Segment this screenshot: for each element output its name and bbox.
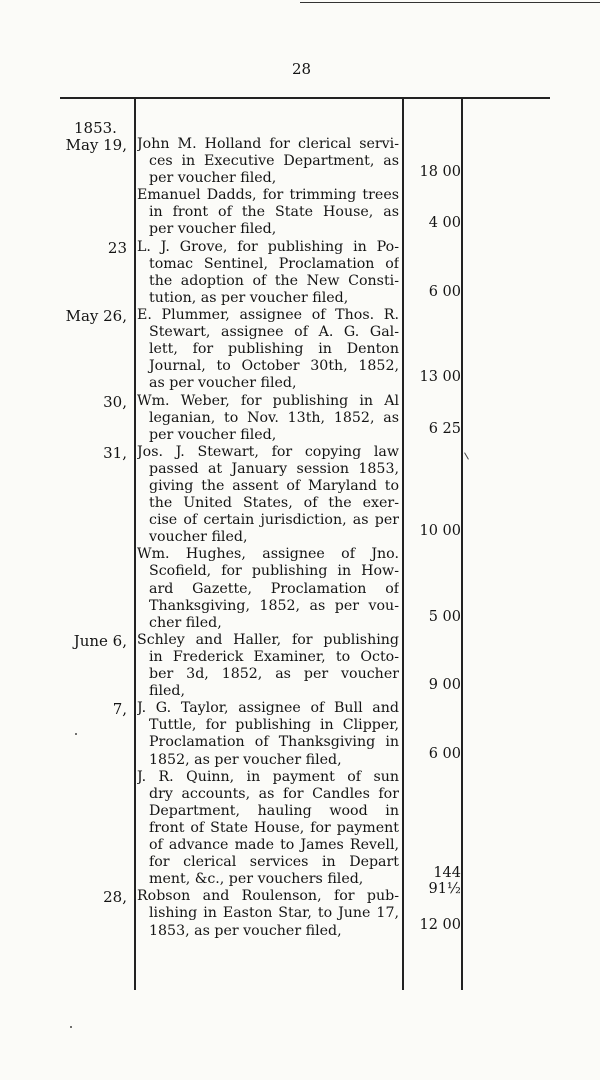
entry-amount: 144 91½ [428, 865, 461, 898]
entry-line: E. Plummer, assignee of Thos. R. [137, 307, 399, 323]
entry-line: Scofield, for publishing in How- [149, 563, 399, 580]
speck-mark [75, 733, 77, 735]
entry-description [137, 393, 399, 444]
column-rule-amount [461, 98, 463, 990]
entry-line: per voucher filed, [149, 170, 277, 187]
entry-line: tution, as per voucher filed, [149, 289, 349, 306]
column-rule-date [134, 98, 136, 990]
entry-line: passed at January session 1853, [149, 460, 399, 477]
entry-amount: 6 00 [428, 745, 461, 762]
entry-line: in Frederick Examiner, to Octo- [149, 648, 399, 665]
entry-line: Thanksgiving, 1852, as per vou- [149, 597, 399, 614]
entry-line: 1853, as per voucher filed, [149, 922, 342, 939]
entry-date: 30, [103, 392, 127, 411]
entry-date: 28, [103, 888, 127, 907]
entry-line: cher filed, [149, 614, 222, 631]
entry-line: lett, for publishing in Denton [149, 341, 399, 358]
entry-line: Emanuel Dadds, for trimming trees [137, 187, 399, 204]
entry-line: the adoption of the New Consti- [149, 272, 399, 289]
entry-line: the United States, of the exer- [149, 495, 399, 512]
entry-line: for clerical services in Depart [149, 854, 399, 871]
entry-line: giving the assent of Maryland to [149, 477, 399, 494]
entry-description [137, 632, 399, 700]
year-heading: 1853. [74, 119, 117, 137]
entry-description [137, 187, 399, 238]
entry-line: Robson and Roulenson, for pub- [137, 888, 399, 905]
entry-line: Schley and Haller, for publishing [137, 631, 399, 648]
entry-description [137, 888, 399, 939]
entry-date: 23 [107, 238, 127, 257]
entry-amount: 12 00 [419, 916, 461, 933]
entry-amount: 6 25 [428, 420, 461, 437]
entry-description [137, 239, 399, 307]
entry-line: J. R. Quinn, in payment of sun [137, 768, 399, 785]
entry-line: Tuttle, for publishing in Clipper, [149, 717, 399, 734]
entry-line: Wm. Weber, for publishing in Al [137, 392, 399, 409]
entry-line: dry accounts, as for Candles for [149, 785, 399, 802]
speck-mark [70, 1026, 72, 1028]
entry-amount: 5 00 [428, 608, 461, 625]
entry-date: May 26, [65, 307, 127, 325]
entry-amount: 9 00 [428, 677, 461, 694]
entry-line: tomac Sentinel, Proclamation of [149, 255, 399, 272]
entry-amount: 6 00 [428, 283, 461, 300]
entry-description [137, 700, 399, 768]
entry-line: in front of the State House, as [149, 204, 399, 221]
entry-description [137, 769, 399, 889]
entry-line: filed, [149, 683, 185, 700]
entry-line: per voucher filed, [149, 426, 277, 443]
entry-amount: 18 00 [419, 164, 461, 181]
entry-date: June 6, [73, 631, 127, 650]
entry-date: 7, [112, 700, 127, 719]
entry-description [137, 136, 399, 187]
entry-line: front of State House, for payment [149, 819, 399, 836]
entry-line: John M. Holland for clerical servi- [137, 136, 399, 152]
entry-date: 31, [103, 443, 127, 462]
entry-line: Wm. Hughes, assignee of Jno. [137, 546, 399, 563]
entry-line: voucher filed, [149, 529, 248, 546]
entry-line: Jos. J. Stewart, for copying law [137, 443, 399, 460]
entry-line: Department, hauling wood in [149, 802, 399, 819]
entry-line: cise of certain jurisdiction, as per [149, 512, 399, 529]
speck-mark [464, 452, 469, 459]
entry-line: leganian, to Nov. 13th, 1852, as [149, 409, 399, 426]
entry-amount: 10 00 [419, 523, 461, 540]
entry-line: Stewart, assignee of A. G. Gal- [149, 324, 399, 341]
entry-line: of advance made to James Revell, [149, 837, 399, 854]
entry-description [137, 546, 399, 631]
entry-line: 1852, as per voucher filed, [149, 751, 342, 768]
entry-line: ment, &c., per vouchers filed, [149, 871, 364, 888]
column-rule-text [402, 98, 404, 990]
entry-line: lishing in Easton Star, to June 17, [149, 905, 399, 922]
entry-line: ard Gazette, Proclamation of [149, 580, 399, 597]
entry-line: Proclamation of Thanksgiving in [149, 734, 399, 751]
entry-description [137, 444, 399, 547]
entry-line: Journal, to October 30th, 1852, [149, 358, 399, 375]
entry-amount: 13 00 [419, 369, 461, 386]
entry-line: as per voucher filed, [149, 375, 297, 392]
entry-line: ces in Executive Department, as [149, 153, 399, 170]
entry-description [137, 307, 399, 392]
entry-amount: 4 00 [428, 215, 461, 232]
page-number: 28 [292, 60, 312, 78]
top-edge-line [300, 2, 600, 3]
entry-line: per voucher filed, [149, 221, 277, 238]
entry-line: L. J. Grove, for publishing in Po- [137, 238, 399, 255]
entry-line: J. G. Taylor, assignee of Bull and [137, 700, 399, 717]
entry-line: ber 3d, 1852, as per voucher [149, 666, 399, 683]
entry-date: May 19, [65, 136, 127, 154]
